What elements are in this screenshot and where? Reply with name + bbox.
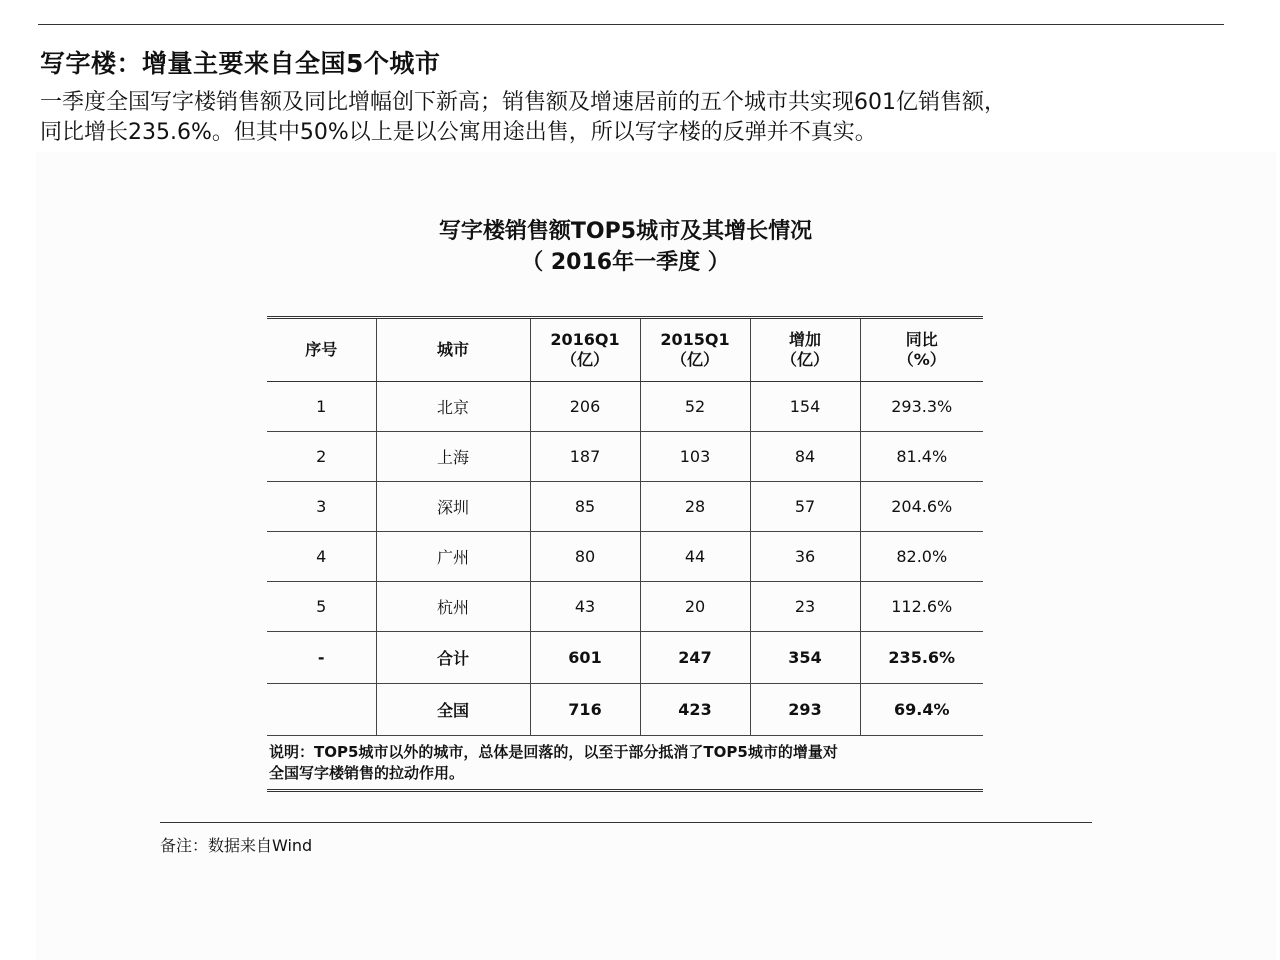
cell-increase: 354 [750, 632, 860, 684]
cell-yoy: 69.4% [860, 684, 983, 736]
header-2015q1: 2015Q1 （亿） [640, 318, 750, 382]
cell-index: 5 [267, 582, 376, 632]
header-yoy: 同比 （%） [860, 318, 983, 382]
cell-2015q1: 20 [640, 582, 750, 632]
cell-index [267, 684, 376, 736]
cell-index: 1 [267, 382, 376, 432]
cell-city: 上海 [376, 432, 530, 482]
cell-increase: 84 [750, 432, 860, 482]
table-title: 写字楼销售额TOP5城市及其增长情况 [438, 219, 813, 244]
cell-yoy: 82.0% [860, 532, 983, 582]
header-index: 序号 [267, 318, 376, 382]
cell-city: 杭州 [376, 582, 530, 632]
cell-yoy: 235.6% [860, 632, 983, 684]
footnote-divider [160, 822, 1092, 823]
cell-2015q1: 52 [640, 382, 750, 432]
table-note [267, 736, 983, 792]
intro-paragraph [40, 88, 1240, 148]
table-note-line-1: 说明：TOP5城市以外的城市，总体是回落的，以至于部分抵消了TOP5城市的增量对 [269, 743, 838, 761]
cell-2016q1: 601 [530, 632, 640, 684]
table-total-row [267, 632, 983, 684]
cell-increase: 293 [750, 684, 860, 736]
cell-2016q1: 716 [530, 684, 640, 736]
cell-2015q1: 423 [640, 684, 750, 736]
intro-line-1: 一季度全国写字楼销售额及同比增幅创下新高；销售额及增速居前的五个城市共实现601亿销售额， [40, 90, 1006, 115]
cell-2015q1: 28 [640, 482, 750, 532]
cell-city: 合计 [376, 632, 530, 684]
cell-increase: 154 [750, 382, 860, 432]
cell-2015q1: 44 [640, 532, 750, 582]
header-increase: 增加 （亿） [750, 318, 860, 382]
cell-index: 2 [267, 432, 376, 482]
cell-city: 广州 [376, 532, 530, 582]
cell-yoy: 293.3% [860, 382, 983, 432]
cell-increase: 23 [750, 582, 860, 632]
table-note-line-2: 全国写字楼销售的拉动作用。 [269, 764, 465, 782]
table-row [267, 482, 983, 532]
top-divider [38, 24, 1224, 25]
cell-city: 全国 [376, 684, 530, 736]
page-headline: 写字楼：增量主要来自全国5个城市 [40, 49, 441, 78]
table-row [267, 532, 983, 582]
cell-index: - [267, 632, 376, 684]
cell-index: 4 [267, 532, 376, 582]
sales-table [267, 316, 983, 736]
cell-increase: 36 [750, 532, 860, 582]
table-header-row [267, 318, 983, 382]
table-row [267, 382, 983, 432]
cell-2015q1: 247 [640, 632, 750, 684]
cell-city: 深圳 [376, 482, 530, 532]
intro-line-2: 同比增长235.6%。但其中50%以上是以公寓用途出售，所以写字楼的反弹并不真实。 [40, 120, 877, 145]
cell-increase: 57 [750, 482, 860, 532]
cell-city: 北京 [376, 382, 530, 432]
cell-2016q1: 85 [530, 482, 640, 532]
table-row [267, 582, 983, 632]
cell-2015q1: 103 [640, 432, 750, 482]
table-row [267, 432, 983, 482]
table-subtitle: （ 2016年一季度 ） [521, 250, 730, 275]
cell-2016q1: 206 [530, 382, 640, 432]
header-city: 城市 [376, 318, 530, 382]
cell-2016q1: 43 [530, 582, 640, 632]
cell-2016q1: 80 [530, 532, 640, 582]
header-2016q1: 2016Q1 （亿） [530, 318, 640, 382]
source-footnote: 备注：数据来自Wind [160, 836, 313, 855]
cell-yoy: 112.6% [860, 582, 983, 632]
sales-table-container [267, 316, 983, 792]
cell-yoy: 204.6% [860, 482, 983, 532]
cell-2016q1: 187 [530, 432, 640, 482]
cell-yoy: 81.4% [860, 432, 983, 482]
cell-index: 3 [267, 482, 376, 532]
table-national-row [267, 684, 983, 736]
